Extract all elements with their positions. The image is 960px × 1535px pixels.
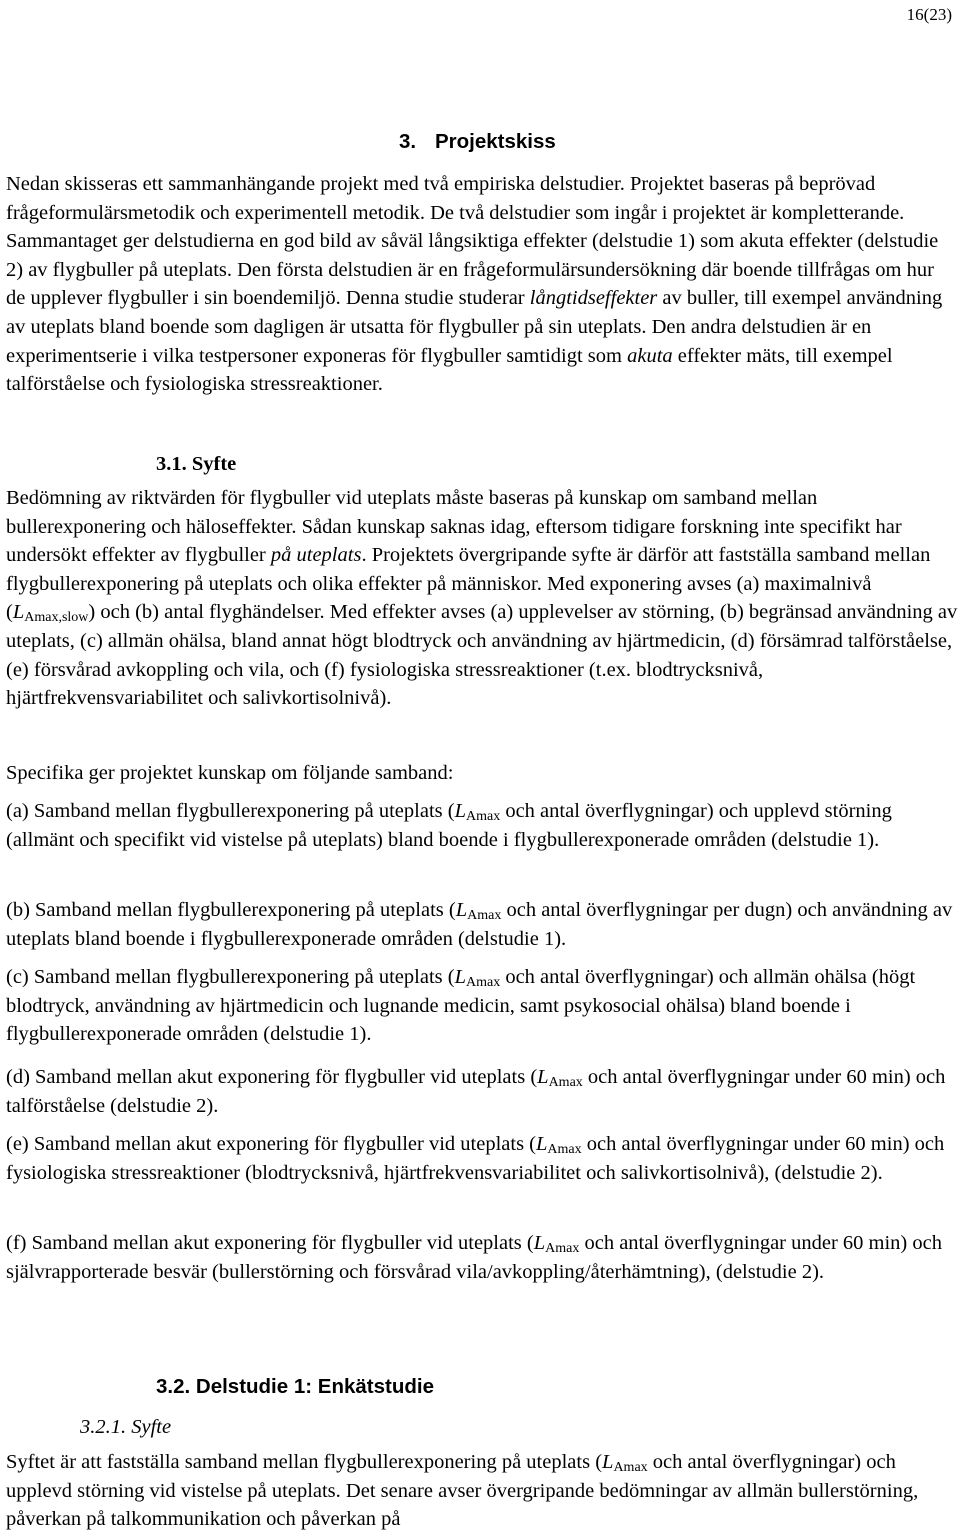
l-symbol: L (536, 1133, 548, 1155)
list-item-f (6, 1229, 958, 1286)
item-d-post: och antal överflygningar under 60 min) och talförståelse (delstudie 2). (6, 1066, 946, 1117)
syfte-text-3: ) och (b) antal flyghändelser. Med effekter avses (a) upplevelser av störning, (b) begränsad användning av uteplats, (c) allmän ohälsa, bland annat högt blodtryck och användning av hjärtmedicin, (d) försämrad talförståelse, (e) försvårad avkoppling och vila, och (f) fysiologiska stressreaktioner (t.ex. blodtrycksnivå, hjärtfrekvensvariabilitet och salivkortisolnivå). (6, 601, 958, 710)
section-number: 3. (399, 130, 417, 153)
amax-subscript: Amax (613, 1460, 648, 1475)
syfte-paragraph (6, 484, 958, 713)
amax-subscript: Amax (547, 1142, 582, 1157)
page-number: 16(23) (906, 5, 952, 24)
l-symbol: L (537, 1066, 549, 1088)
intro-text-1: Nedan skisseras ett sammanhängande projekt med två empiriska delstudier. Projektet baseras på beprövad frågeformulärsmetodik och experimentell metodik. De två delstudier som ingår i projektet är kompletterande. Sammantaget ger delstudierna en god bild av såväl långsiktiga effekter (delstudie 1) som akuta effekter (delstudie 2) av flygbuller på uteplats. Den första delstudien är en frågeformulärsundersökning där boende tillfrågas om hur de upplever flygbuller i sin boendemiljö. Denna studie studerar (6, 173, 939, 310)
intro-paragraph (6, 170, 958, 399)
l-symbol: L (602, 1451, 614, 1473)
amax-subscript: Amax (465, 975, 501, 990)
delstudie1-syfte-heading: 3.2.1. Syfte (80, 1416, 172, 1438)
intro-emphasis-2: akuta (627, 344, 673, 367)
item-b-post: och antal överflygningar per dugn) och användning av uteplats bland boende i flygbullerexponerade områden (delstudie 1). (6, 899, 953, 950)
intro-emphasis-1: långtidseffekter (529, 287, 658, 310)
item-e-pre: (e) Samband mellan akut exponering för flygbuller vid uteplats ( (6, 1133, 536, 1155)
l-symbol: L (533, 1232, 546, 1254)
item-f-post: och antal överflygningar under 60 min) och självrapporterade besvär (bullerstörning och försvårad vila/avkoppling/återhämtning), (delstudie 2). (6, 1232, 942, 1283)
amax-subscript: Amax (545, 1241, 580, 1256)
delstudie1-syfte-paragraph (6, 1448, 958, 1534)
item-a-pre: (a) Samband mellan flygbullerexponering på uteplats ( (6, 800, 455, 822)
item-c-post: och antal överflygningar) och allmän ohälsa (högt blodtryck, användning av hjärtmedicin och lugnande medicin, samt psykosocial ohälsa) bland boende i flygbullerexponerade områden (delstudie 1). (6, 966, 916, 1046)
item-a-post: och antal överflygningar) och upplevd störning (allmänt och specifikt vid vistelse på uteplats) bland boende i flygbullerexponerade områden (delstudie 1). (6, 800, 892, 851)
list-item-a (6, 797, 958, 854)
amax-subscript: Amax (465, 809, 501, 824)
delstudie1-heading: 3.2. Delstudie 1: Enkätstudie (156, 1375, 434, 1398)
item-f-pre: (f) Samband mellan akut exponering för flygbuller vid uteplats ( (6, 1232, 534, 1254)
list-item-e (6, 1130, 958, 1187)
amax-subscript: Amax (467, 908, 502, 923)
delstudie1-text-1: Syftet är att fastställa samband mellan flygbullerexponering på uteplats ( (6, 1451, 603, 1473)
section-heading (399, 128, 556, 156)
intro-text-2: av buller, till exempel användning av uteplats bland boende som dagligen är utsatta för flygbuller på sin uteplats. Den andra delstudien är en experimentserie i vilka testpersoner exponeras för flygbuller samtidigt som (6, 287, 943, 367)
delstudie1-text-2: och antal överflygningar) och upplevd störning vid vistelse på uteplats. Det senare avser övergripande bedömningar av allmän bullerstörning, påverkan på talkommunikation och påverkan på (6, 1451, 919, 1531)
item-b-pre: (b) Samband mellan flygbullerexponering på uteplats ( (6, 899, 456, 921)
section-title: Projektskiss (435, 130, 556, 153)
intro-text-3: effekter mäts, till exempel talförståelse och fysiologiska stressreaktioner. (6, 344, 893, 396)
item-e-post: och antal överflygningar under 60 min) och fysiologiska stressreaktioner (blodtrycksnivå, hjärtfrekvensvariabilitet och salivkortisolnivå), (delstudie 2). (6, 1133, 945, 1184)
amax-subscript: Amax (548, 1075, 583, 1090)
l-symbol: L (12, 601, 25, 624)
item-d-pre: (d) Samband mellan akut exponering för flygbuller vid uteplats ( (6, 1066, 538, 1088)
syfte-text-2: . Projektets övergripande syfte är därför att fastställa samband mellan flygbullerexponering på uteplats och olika effekter på människor. Med exponering avses (a) maximalnivå ( (6, 544, 931, 624)
list-item-b (6, 896, 958, 953)
item-c-pre: (c) Samband mellan flygbullerexponering på uteplats ( (6, 966, 455, 988)
list-item-c (6, 963, 958, 1049)
syfte-text-1: Bedömning av riktvärden för flygbuller vid uteplats måste baseras på kunskap om samband mellan bullerexponering och häloseffekter. Sådan kunskap saknas idag, eftersom tidigare forskning inte specifikt har undersökt effekter av flygbuller (6, 487, 902, 567)
specifika-intro: Specifika ger projektet kunskap om följande samband: (6, 762, 454, 784)
amax-slow-subscript: Amax,slow (24, 610, 89, 626)
syfte-emphasis: på uteplats (270, 544, 362, 567)
l-symbol: L (455, 899, 468, 921)
syfte-heading: 3.1. Syfte (156, 453, 237, 475)
l-symbol: L (454, 966, 466, 988)
l-symbol: L (454, 800, 466, 822)
list-item-d (6, 1063, 958, 1120)
